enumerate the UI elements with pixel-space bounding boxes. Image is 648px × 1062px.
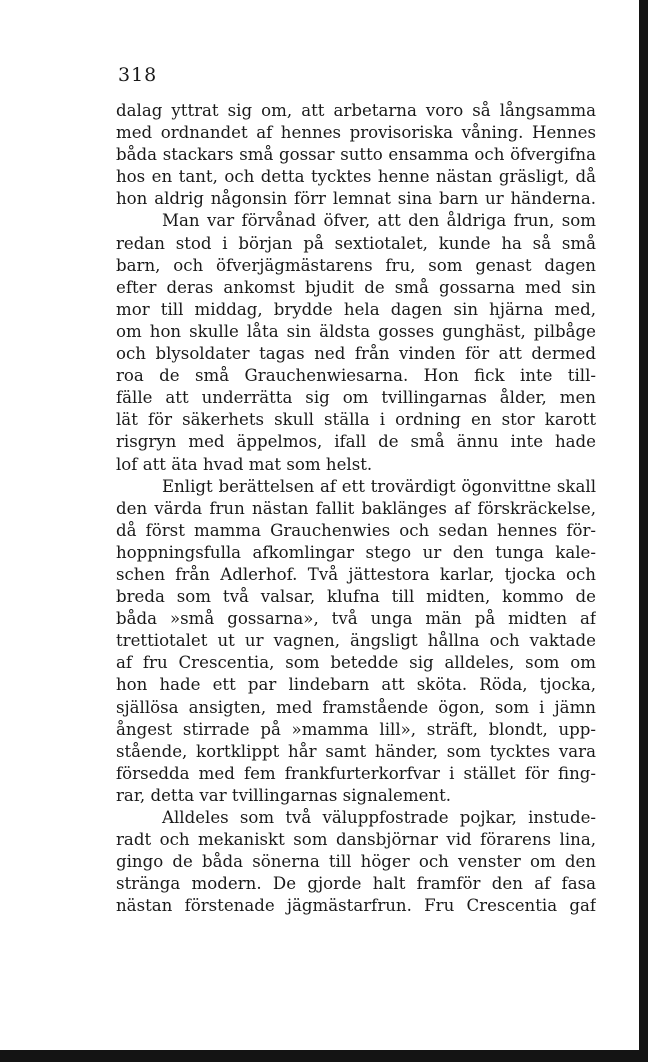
text-line: själlösa ansigten, med framstående ögon, som i jämn bbox=[116, 697, 596, 717]
text-line: lät för säkerhets skull ställa i ordning en stor karott bbox=[116, 410, 596, 430]
text-line: hon aldrig någonsin förr lemnat sina barn ur händerna. bbox=[116, 189, 596, 209]
text-line: om hon skulle låta sin äldsta gosses gunghäst, pilbåge bbox=[116, 321, 596, 341]
text-line: barn, och öfverjägmästarens fru, som genast dagen bbox=[116, 255, 596, 275]
text-line: och blysoldater tagas ned från vinden för att dermed bbox=[116, 344, 596, 364]
text-line: mor till middag, brydde hela dagen sin hjärna med, bbox=[116, 299, 596, 319]
body-text bbox=[116, 100, 596, 917]
text-line: af fru Crescentia, som betedde sig alldeles, som om bbox=[116, 653, 596, 673]
page-number: 318 bbox=[118, 64, 158, 86]
text-line: risgryn med äppelmos, ifall de små ännu inte hade bbox=[116, 432, 596, 452]
text-line: dalag yttrat sig om, att arbetarna voro så långsamma bbox=[116, 101, 596, 120]
text-line: Man var förvånad öfver, att den åldriga frun, som bbox=[162, 211, 596, 231]
text-line: båda »små gossarna», två unga män på midten af bbox=[116, 609, 596, 629]
text-line: båda stackars små gossar sutto ensamma och öfvergifna bbox=[116, 145, 596, 165]
text-line: fälle att underrätta sig om tvillingarnas ålder, men bbox=[116, 388, 596, 408]
text-line: trettiotalet ut ur vagnen, ängsligt hållna och vaktade bbox=[116, 631, 596, 651]
text-line: radt och mekaniskt som dansbjörnar vid förarens lina, bbox=[116, 830, 596, 850]
text-line: den värda frun nästan fallit baklänges af förskräckelse, bbox=[116, 498, 596, 518]
text-line: Enligt berättelsen af ett trovärdigt ögonvittne skall bbox=[162, 476, 596, 496]
text-line: nästan förstenade jägmästarfrun. Fru Crescentia gaf bbox=[116, 896, 596, 916]
text-line: med ordnandet af hennes provisoriska våning. Hennes bbox=[116, 123, 596, 143]
text-line: lof att äta hvad mat som helst. bbox=[116, 454, 373, 474]
text-line: stränga modern. De gjorde halt framför den af fasa bbox=[116, 874, 596, 894]
text-line: hos en tant, och detta tycktes henne nästan gräsligt, då bbox=[116, 167, 596, 187]
text-line: breda som två valsar, klufna till midten, kommo de bbox=[116, 587, 596, 607]
scan-edge-right bbox=[639, 0, 648, 1062]
text-line: efter deras ankomst bjudit de små gossarna med sin bbox=[116, 277, 596, 297]
text-line: stående, kortklippt hår samt händer, som tycktes vara bbox=[116, 741, 596, 761]
scan-edge-bottom bbox=[0, 1050, 648, 1062]
text-line: redan stod i början på sextiotalet, kunde ha så små bbox=[116, 233, 596, 253]
text-line: ångest stirrade på »mamma lill», sträft, blondt, upp- bbox=[116, 719, 596, 739]
text-line: roa de små Grauchenwiesarna. Hon fick inte till- bbox=[116, 366, 596, 386]
text-line: gingo de båda sönerna till höger och venster om den bbox=[116, 852, 596, 872]
text-line: hoppningsfulla afkomlingar stego ur den tunga kale- bbox=[116, 542, 596, 562]
text-line: Alldeles som två väluppfostrade pojkar, instude- bbox=[162, 808, 596, 827]
text-line: hon hade ett par lindebarn att sköta. Röda, tjocka, bbox=[116, 675, 596, 695]
text-line: då först mamma Grauchenwies och sedan hennes för- bbox=[116, 520, 596, 540]
text-line: schen från Adlerhof. Två jättestora karlar, tjocka och bbox=[116, 564, 596, 584]
text-line: försedda med fem frankfurterkorfvar i stället för fing- bbox=[116, 763, 596, 783]
text-line: rar, detta var tvillingarnas signalement. bbox=[116, 785, 452, 805]
